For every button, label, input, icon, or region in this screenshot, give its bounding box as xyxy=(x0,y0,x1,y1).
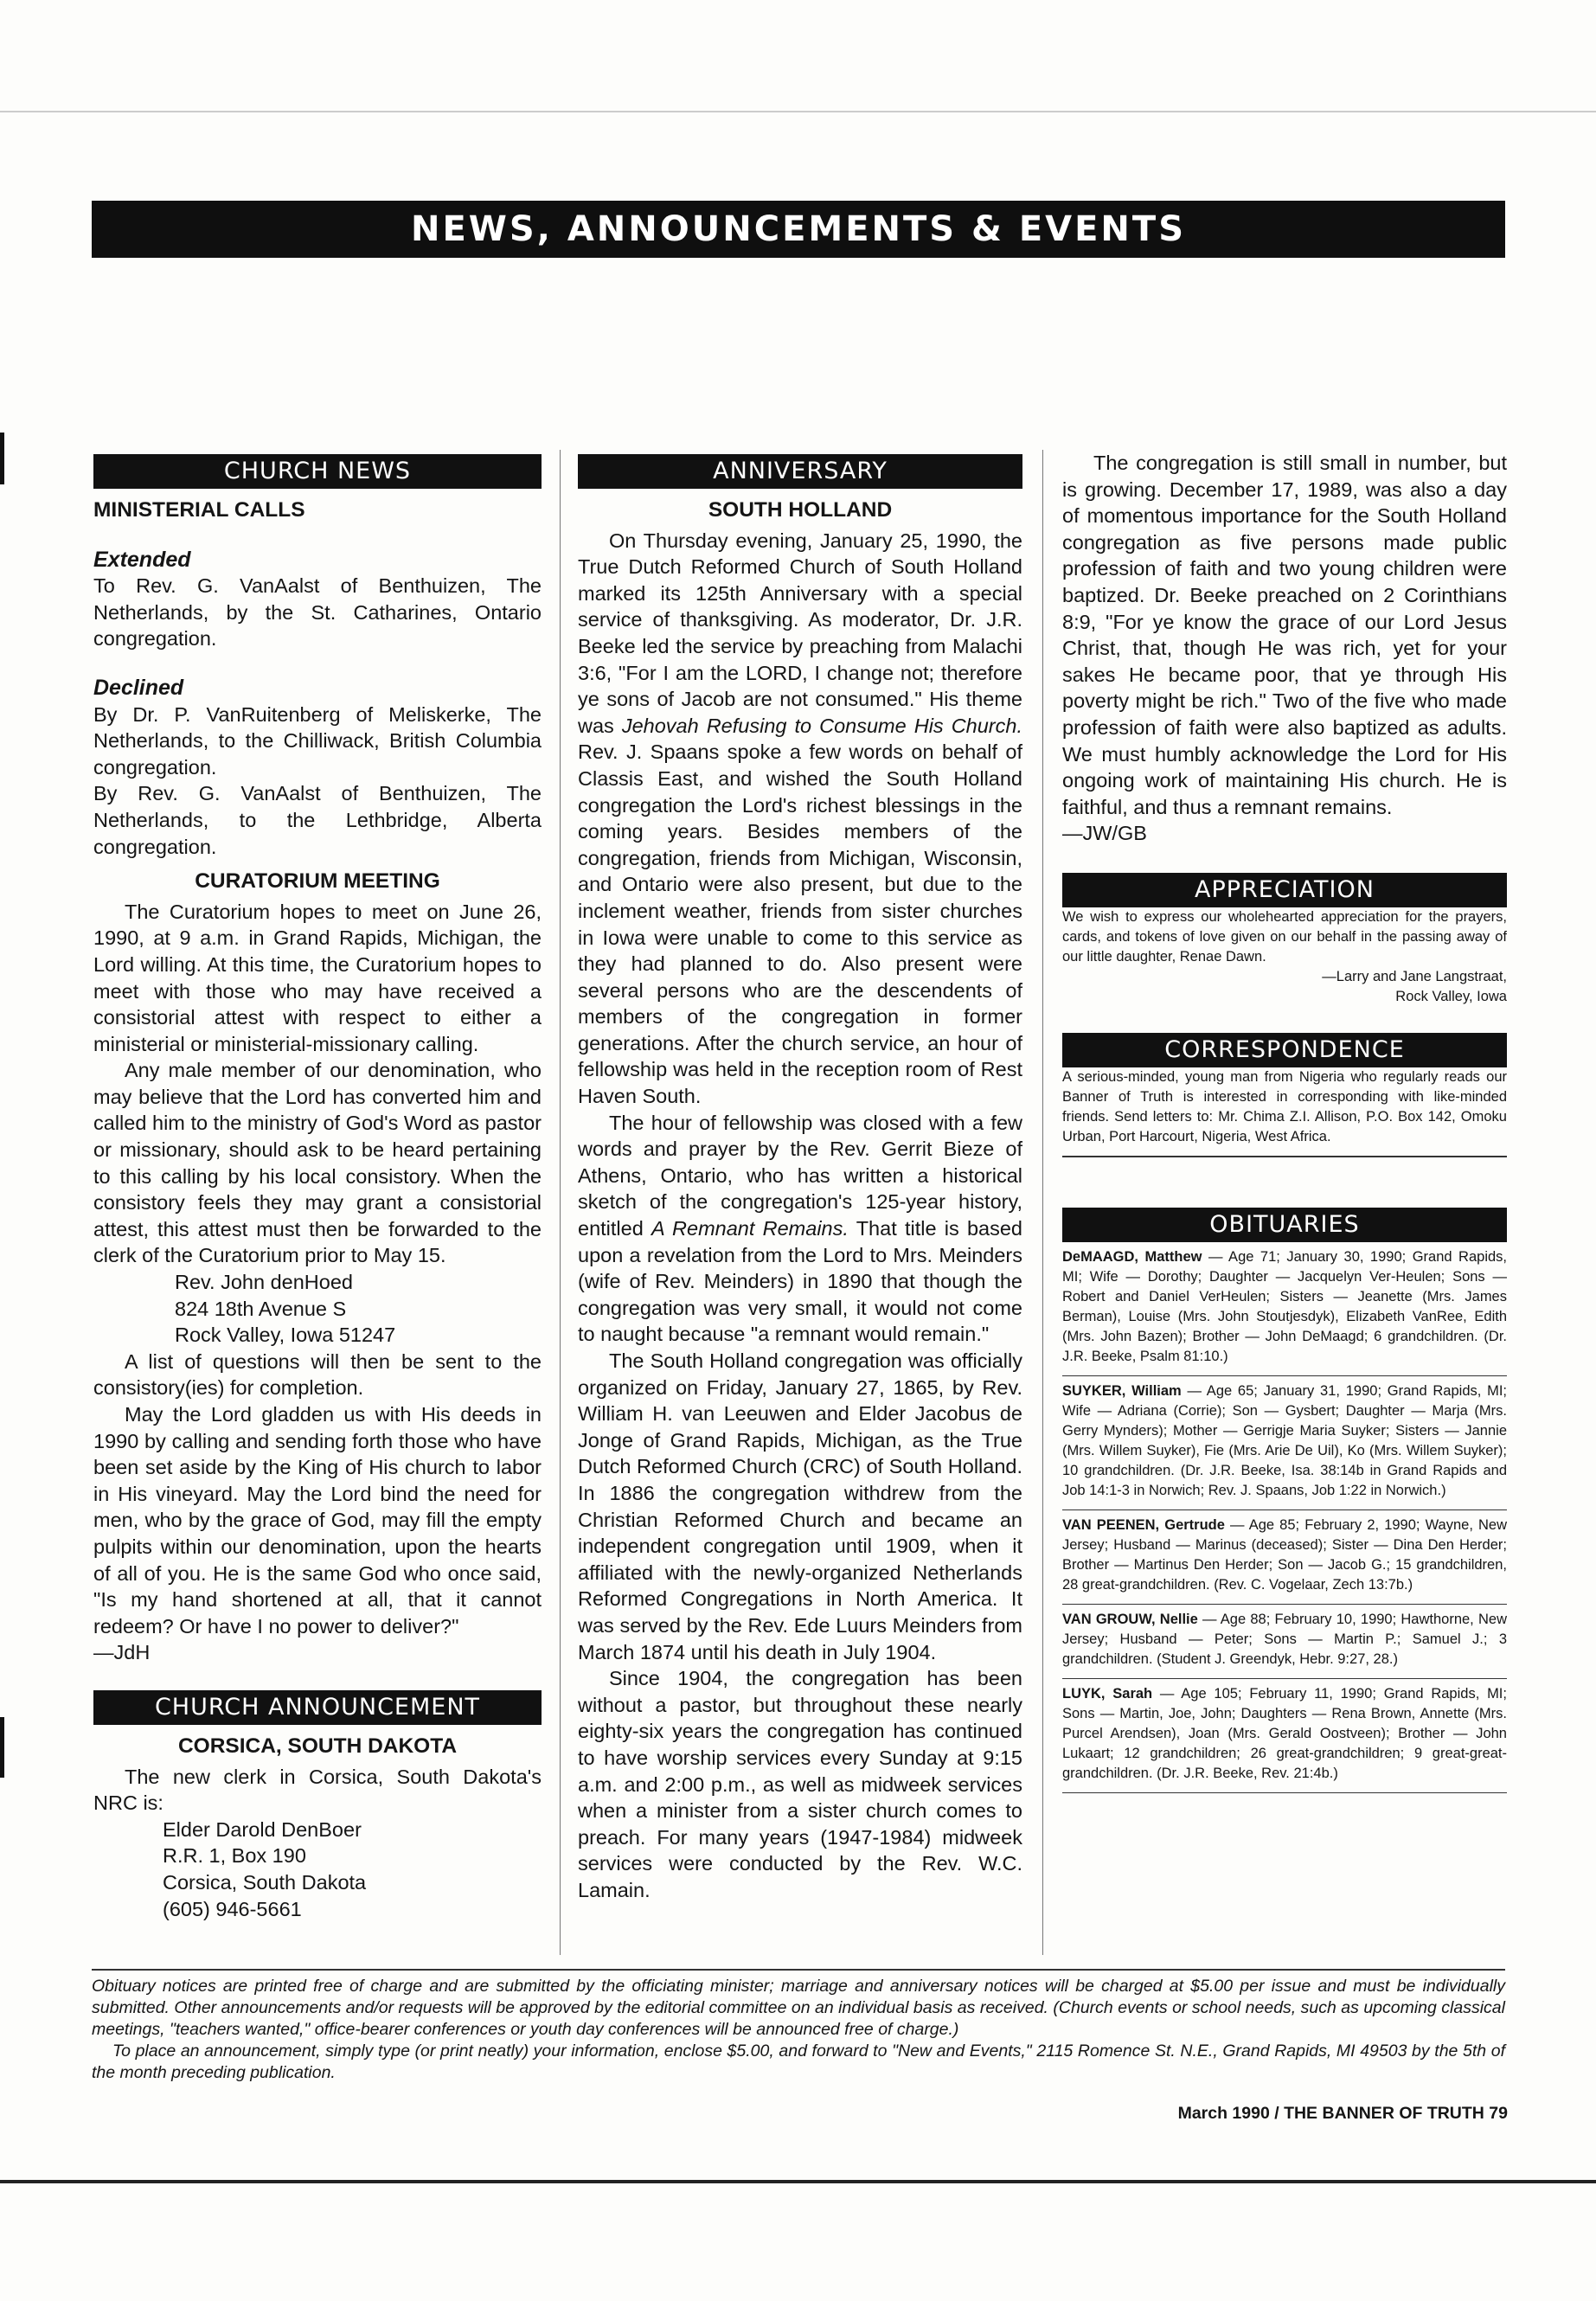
obituary-text: — Age 85; February 2, 1990; Wayne, New Jersey; Husband — Marinus (deceased); Sister — Dina Den Herder; Brother — Martinus Den Herder; Son — Jacob G.; 15 grandchildren, 28 great-grandchildren. (Rev. C. Vogelaar, Zech 13:7b.) xyxy=(1062,1516,1508,1593)
obituary-name: VAN PEENEN, Gertrude xyxy=(1062,1516,1225,1533)
obituary-text: — Age 65; January 31, 1990; Grand Rapids, MI; Wife — Adriana (Corrie); Son — Gysbert; Daughter — Marja (Mrs. Gerry Mynders); Mother — Gerrigje Maria Suyker; Sisters — Jannie (Mrs. Willem Suyker), Fie (Mrs. Arie De Uil), Ko (Mrs. Willem Suyker); 10 grandchildren. (Dr. J.R. Beeke, Isa. 38:14b in Grand Rapids and Job 14:1-3 in Norwich; Rev. J. Spaans, Job 1:22 in Norwich.) xyxy=(1062,1382,1507,1498)
bottom-rule xyxy=(0,2180,1596,2183)
obituary-entry xyxy=(1062,1679,1507,1793)
address-line: (605) 946-5661 xyxy=(163,1897,302,1920)
obituary-text: — Age 105; February 11, 1990; Grand Rapids, MI; Sons — Martin, Joe, John; Daughters — Rena Brown, Annette (Mrs. Purcel Arendsen), Joan (Mrs. Gerald Oostveen); Brother — John Lukaart; 12 grandchildren; 26 great-grandchildren; 9 great-great-grandchildren. (Dr. J.R. Beeke, Rev. 21:4b.) xyxy=(1062,1685,1507,1781)
page-folio: March 1990 / THE BANNER OF TRUTH 79 xyxy=(1177,2104,1508,2123)
address-line: Rev. John denHoed xyxy=(175,1271,353,1294)
obituary-entry xyxy=(1062,1376,1507,1510)
scan-edge-mark xyxy=(0,1717,4,1778)
south-holland-heading: SOUTH HOLLAND xyxy=(708,498,893,522)
top-rule xyxy=(0,111,1596,112)
paragraph xyxy=(578,528,1022,1110)
appreciation-signature: Rock Valley, Iowa xyxy=(1395,988,1507,1004)
paragraph: A list of questions will then be sent to the consistory(ies) for completion. xyxy=(93,1349,542,1400)
church-news-bar: CHURCH NEWS xyxy=(93,454,542,489)
signature: —JdH xyxy=(93,1641,151,1664)
obituary-entry xyxy=(1062,1242,1507,1376)
address-line: Rock Valley, Iowa 51247 xyxy=(175,1324,396,1347)
footer-paragraph: To place an announcement, simply type (or print neatly) your information, enclose $5.00, and forward to "New and Events," 2115 Romence St. N.E., Grand Rapids, MI 49503 by the 5th of the month preceding publication. xyxy=(92,2041,1505,2082)
church-announcement-bar: CHURCH ANNOUNCEMENT xyxy=(93,1690,542,1725)
submission-policy-note xyxy=(92,1969,1505,2084)
paragraph: The congregation is still small in number, but is growing. December 17, 1989, was also a day of momentous importance for the South Holland congregation as five persons made public profession of faith and two young children were baptized. Dr. Beeke preached on 2 Corinthians 8:9, "For ye know the grace of our Lord Jesus Christ, that, though He was rich, yet for your sakes He became poor, that ye through His poverty might be rich." Two of the five who made profession of faith were also baptized as adults. We must humbly acknowledge the Lord for His ongoing work of maintaining His church. He is faithful, and thus a remnant remains. xyxy=(1062,452,1507,818)
paragraph: The Curatorium hopes to meet on June 26, 1990, at 9 a.m. in Grand Rapids, Michigan, the Lord willing. At this time, the Curatorium hopes to meet with those who may have received a consistorial attest with respect to either a ministerial or ministerial-missionary calling. xyxy=(93,900,542,1055)
ministerial-calls-heading: MINISTERIAL CALLS xyxy=(93,498,305,522)
page-masthead: NEWS, ANNOUNCEMENTS & EVENTS xyxy=(92,201,1505,258)
corsica-heading: CORSICA, SOUTH DAKOTA xyxy=(177,1734,458,1758)
text-run: That title is based upon a revelation from the Lord to Mrs. Meinders (wife of Rev. Meinders) in 1890 that though the congregation was very small, it would not come to naught because "a remnant would remain." xyxy=(578,1217,1022,1346)
extended-text: To Rev. G. VanAalst of Benthuizen, The Netherlands, by the St. Catharines, Ontario congregation. xyxy=(93,574,542,651)
sermon-theme: Jehovah Refusing to Consume His Church. xyxy=(621,714,1022,737)
anniversary-bar: ANNIVERSARY xyxy=(578,454,1022,489)
obituary-name: VAN GROUW, Nellie xyxy=(1062,1611,1198,1627)
address-line: Corsica, South Dakota xyxy=(163,1870,367,1894)
appreciation-signature: —Larry and Jane Langstraat, xyxy=(1322,968,1507,984)
appreciation-bar: APPRECIATION xyxy=(1062,873,1507,907)
obituary-entry xyxy=(1062,1510,1507,1605)
address-line: R.R. 1, Box 190 xyxy=(163,1844,306,1868)
obituary-text: — Age 71; January 30, 1990; Grand Rapids, MI; Wife — Dorothy; Daughter — Jacquelyn Ver-Heulen; Sons —Robert and Daniel VerHeulen; Sisters — Jeanette (Mrs. James Berman), Louise (Mrs. John Stoutjesdyk), Elizabeth VanRee, Edith (Mrs. John Bazen); Brother — John DeMaagd; 6 grandchildren. (Dr. J.R. Beeke, Psalm 81:10.) xyxy=(1062,1248,1507,1364)
column-divider xyxy=(1042,450,1043,1955)
column-right xyxy=(1062,450,1507,1793)
declined-item: By Dr. P. VanRuitenberg of Meliskerke, The Netherlands, to the Chilliwack, British Columbia congregation. xyxy=(93,702,542,779)
declined-label: Declined xyxy=(93,675,184,700)
footer-paragraph: Obituary notices are printed free of charge and are submitted by the officiating minister; marriage and anniversary notices will be charged at $5.00 per issue and must be individually submitted. Other announcements and/or requests will be approved by the editorial committee on an individual basis as received. (Church events or school needs, such as upcoming classical meetings, "teachers wanted," office-bearer conferences or youth day conferences will be announced free of charge.) xyxy=(92,1977,1505,2039)
obituaries-bar: OBITUARIES xyxy=(1062,1208,1507,1242)
correspondence-block xyxy=(1062,1067,1507,1157)
paragraph xyxy=(578,1110,1022,1348)
obituary-entry xyxy=(1062,1605,1507,1679)
scan-edge-mark xyxy=(0,433,4,484)
text-run: The hour of fellowship was closed with a few words and prayer by the Rev. Gerrit Bieze of Athens, Ontario, who has written a historical sketch of the congregation's 125-year history, entitled xyxy=(578,1111,1022,1240)
paragraph: May the Lord gladden us with His deeds in 1990 by calling and sending forth those who have been set aside by the King of His church to labor in His vineyard. May the Lord bind the need for men, who by the grace of God, may fill the empty pulpits within our denomination, upon the hearts of all of you. He is the same God who once said, "Is my hand shortened at all, that it cannot redeem? Or have I no power to deliver?" xyxy=(93,1403,542,1638)
declined-item: By Rev. G. VanAalst of Benthuizen, The Netherlands, to the Lethbridge, Alberta congregation. xyxy=(93,782,542,858)
paragraph: Any male member of our denomination, who may believe that the Lord has converted him and called him to the ministry of God's Word as pastor or missionary, should ask to be heard pertaining to this calling by his local consistory. When the consistory feels they may grant a consistorial attest, this attest must then be forwarded to the clerk of the Curatorium prior to May 15. xyxy=(93,1059,542,1267)
correspondence-bar: CORRESPONDENCE xyxy=(1062,1033,1507,1067)
text-run: On Thursday evening, January 25, 1990, the True Dutch Reformed Church of South Holland marked its 125th Anniversary with a special service of thanksgiving. As moderator, Dr. J.R. Beeke led the service by preaching from Malachi 3:6, "For I am the LORD, I change not; therefore ye sons of Jacob are not consumed." His theme was xyxy=(578,529,1022,737)
column-divider xyxy=(560,450,561,1955)
obituary-name: SUYKER, William xyxy=(1062,1382,1182,1399)
column-middle xyxy=(578,454,1022,1903)
text-run: Rev. J. Spaans spoke a few words on behalf of Classis East, and wished the South Holland congregation the Lord's richest blessings in the coming years. Besides members of the congregation, friends from Michigan, Wisconsin, and Ontario were also present, but due to the inclement weather, friends from sister churches in Iowa were unable to come to this service as they had planned to do. Also present were several persons who are the descendents of members of the congregation in former generations. After the church service, an hour of fellowship was held in the reception room of Rest Haven South. xyxy=(578,740,1022,1108)
paragraph: The new clerk in Corsica, South Dakota's NRC is: xyxy=(93,1765,542,1815)
obituary-text: — Age 88; February 10, 1990; Hawthorne, New Jersey; Husband — Peter; Sons — Martin P.; Samuel J.; 3 grandchildren. (Student J. Greendyk, Hebr. 9:27, 28.) xyxy=(1062,1611,1507,1667)
correspondence-text: A serious-minded, young man from Nigeria who regularly reads our Banner of Truth is interested in corresponding with like-minded friends. Send letters to: Mr. Chima Z.I. Allison, P.O. Box 142, Omoku Urban, Port Harcourt, Nigeria, West Africa. xyxy=(1062,1068,1507,1144)
address-line: 824 18th Avenue S xyxy=(175,1297,347,1320)
column-left xyxy=(93,454,542,1922)
appreciation-text: We wish to express our wholehearted appreciation for the prayers, cards, and tokens of love given on our behalf in the passing away of our little daughter, Renae Dawn. xyxy=(1062,908,1507,965)
book-title: A Remnant Remains. xyxy=(651,1217,849,1240)
curatorium-heading: CURATORIUM MEETING xyxy=(195,869,440,894)
paragraph: The South Holland congregation was officially organized on Friday, January 27, 1865, by Rev. William H. van Leeuwen and Elder Jacobus de Jonge of Grand Rapids, Michigan, as the True Dutch Reformed Church (CRC) of South Holland. In 1886 the congregation withdrew from the Christian Reformed Church and became an independent congregation until 1909, when it affiliated with the newly-organized Netherlands Reformed Congregations in North America. It was served by the Rev. Ede Luurs Meinders from March 1874 until his death in July 1904. xyxy=(578,1349,1022,1663)
obituary-name: LUYK, Sarah xyxy=(1062,1685,1153,1702)
obituary-name: DeMAAGD, Matthew xyxy=(1062,1248,1202,1265)
signature: —JW/GB xyxy=(1062,822,1147,845)
extended-label: Extended xyxy=(93,547,191,572)
paragraph: Since 1904, the congregation has been without a pastor, but throughout these nearly eighty-six years the congregation has continued to have worship services every Sunday at 9:15 a.m. and 2:00 p.m., as well as midweek services when a minister from a sister church comes to preach. For many years (1947-1984) midweek services were conducted by the Rev. W.C. Lamain. xyxy=(578,1667,1022,1901)
address-line: Elder Darold DenBoer xyxy=(163,1817,362,1841)
